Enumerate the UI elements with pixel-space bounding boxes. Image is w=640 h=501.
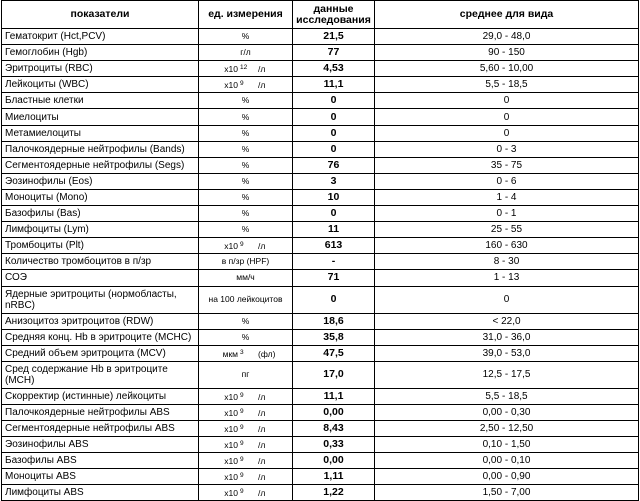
reference-range: 0 - 6: [375, 173, 639, 189]
reference-range: 0 - 3: [375, 141, 639, 157]
table-row: [2, 437, 639, 453]
reference-range: 0,00 - 0,10: [375, 453, 639, 469]
table-row: [2, 125, 639, 141]
unit-suffix: /л: [258, 488, 266, 499]
table-body: [2, 29, 639, 501]
indicator-name: Ядерные эритроциты (нормобласты, nRBC): [2, 286, 199, 313]
reference-range: 0,10 - 1,50: [375, 437, 639, 453]
unit-cell: %: [199, 93, 293, 109]
unit-cell: %: [199, 109, 293, 125]
result-value: 17,0: [293, 361, 375, 388]
table-row: [2, 313, 639, 329]
table-row: [2, 469, 639, 485]
reference-range: 25 - 55: [375, 222, 639, 238]
result-value: 0: [293, 93, 375, 109]
table-row: [2, 345, 639, 361]
result-value: -: [293, 254, 375, 270]
unit-cell: %: [199, 173, 293, 189]
unit-cell: [199, 388, 293, 404]
table-row: [2, 485, 639, 501]
table-row: [2, 453, 639, 469]
unit-suffix: /л: [258, 440, 266, 451]
unit-cell: %: [199, 125, 293, 141]
table-row: [2, 109, 639, 125]
indicator-name: СОЭ: [2, 270, 199, 286]
result-value: 0: [293, 286, 375, 313]
unit-cell: [199, 469, 293, 485]
unit-suffix: /л: [258, 407, 266, 418]
unit-cell: на 100 лейкоцитов: [199, 286, 293, 313]
table-row: [2, 222, 639, 238]
reference-range: 160 - 630: [375, 238, 639, 254]
reference-range: 1 - 13: [375, 270, 639, 286]
result-value: 11,1: [293, 77, 375, 93]
unit-base: x10: [224, 80, 238, 91]
reference-range: 0 - 1: [375, 206, 639, 222]
indicator-name: Скорректир (истинные) лейкоциты: [2, 388, 199, 404]
result-value: 11: [293, 222, 375, 238]
indicator-name: Сегментоядерные нейтрофилы ABS: [2, 420, 199, 436]
unit-cell: [199, 77, 293, 93]
unit-cell: [199, 437, 293, 453]
unit-cell: %: [199, 189, 293, 205]
unit-cell: [199, 453, 293, 469]
result-value: 11,1: [293, 388, 375, 404]
unit-suffix: /л: [258, 472, 266, 483]
reference-range: < 22,0: [375, 313, 639, 329]
reference-range: 90 - 150: [375, 45, 639, 61]
indicator-name: Метамиелоциты: [2, 125, 199, 141]
indicator-name: Гематокрит (Hct,PCV): [2, 29, 199, 45]
reference-range: 29,0 - 48,0: [375, 29, 639, 45]
indicator-name: Бластные клетки: [2, 93, 199, 109]
table-row: [2, 286, 639, 313]
unit-exponent: 9: [240, 424, 244, 432]
indicator-name: Средняя конц. Hb в эритроците (MCHC): [2, 329, 199, 345]
unit-cell: %: [199, 206, 293, 222]
unit-base: x10: [224, 440, 238, 451]
unit-cell: %: [199, 157, 293, 173]
header-reference: среднее для вида: [375, 1, 639, 29]
indicator-name: Сегментоядерные нейтрофилы (Segs): [2, 157, 199, 173]
header-row: [2, 1, 639, 29]
table-row: [2, 420, 639, 436]
unit-suffix: /л: [258, 456, 266, 467]
unit-base: x10: [224, 64, 238, 75]
unit-cell: [199, 404, 293, 420]
unit-cell: [199, 345, 293, 361]
unit-suffix: /л: [258, 391, 266, 402]
unit-cell: [199, 238, 293, 254]
unit-exponent: 9: [240, 440, 244, 448]
indicator-name: Лимфоциты (Lym): [2, 222, 199, 238]
result-value: 47,5: [293, 345, 375, 361]
unit-base: x10: [224, 407, 238, 418]
result-value: 3: [293, 173, 375, 189]
unit-cell: %: [199, 29, 293, 45]
table-row: [2, 29, 639, 45]
unit-base: x10: [224, 456, 238, 467]
reference-range: 1 - 4: [375, 189, 639, 205]
result-value: 18,6: [293, 313, 375, 329]
unit-cell: %: [199, 329, 293, 345]
unit-cell: мм/ч: [199, 270, 293, 286]
reference-range: 31,0 - 36,0: [375, 329, 639, 345]
unit-cell: в п/зр (HPF): [199, 254, 293, 270]
indicator-name: Тромбоциты (Plt): [2, 238, 199, 254]
result-value: 0: [293, 109, 375, 125]
table-row: [2, 93, 639, 109]
reference-range: 0: [375, 286, 639, 313]
reference-range: 2,50 - 12,50: [375, 420, 639, 436]
unit-exponent: 9: [240, 241, 244, 249]
result-value: 21,5: [293, 29, 375, 45]
indicator-name: Палочкоядерные нейтрофилы ABS: [2, 404, 199, 420]
header-indicator: показатели: [2, 1, 199, 29]
indicator-name: Лимфоциты ABS: [2, 485, 199, 501]
unit-exponent: 9: [240, 407, 244, 415]
result-value: 0: [293, 141, 375, 157]
result-value: 76: [293, 157, 375, 173]
reference-range: 12,5 - 17,5: [375, 361, 639, 388]
reference-range: 8 - 30: [375, 254, 639, 270]
table-row: [2, 254, 639, 270]
result-value: 0: [293, 206, 375, 222]
result-value: 8,43: [293, 420, 375, 436]
indicator-name: Эозинофилы ABS: [2, 437, 199, 453]
unit-exponent: 12: [240, 64, 248, 72]
reference-range: 0: [375, 109, 639, 125]
table-row: [2, 238, 639, 254]
indicator-name: Сред содержание Hb в эритроците (MCH): [2, 361, 199, 388]
indicator-name: Базофилы (Bas): [2, 206, 199, 222]
reference-range: 0: [375, 125, 639, 141]
unit-cell: %: [199, 141, 293, 157]
indicator-name: Эритроциты (RBC): [2, 61, 199, 77]
reference-range: 0: [375, 93, 639, 109]
table-row: [2, 141, 639, 157]
unit-base: мкм: [222, 348, 238, 359]
result-value: 0: [293, 125, 375, 141]
unit-base: x10: [224, 241, 238, 252]
result-value: 4,53: [293, 61, 375, 77]
unit-cell: [199, 485, 293, 501]
unit-exponent: 9: [240, 391, 244, 399]
unit-suffix: /л: [258, 80, 266, 91]
unit-cell: [199, 420, 293, 436]
result-value: 1,11: [293, 469, 375, 485]
unit-exponent: 9: [240, 488, 244, 496]
result-value: 10: [293, 189, 375, 205]
indicator-name: Моноциты (Mono): [2, 189, 199, 205]
result-value: 1,22: [293, 485, 375, 501]
indicator-name: Базофилы ABS: [2, 453, 199, 469]
table-row: [2, 404, 639, 420]
table-row: [2, 270, 639, 286]
table-row: [2, 77, 639, 93]
unit-base: x10: [224, 424, 238, 435]
table-row: [2, 189, 639, 205]
unit-exponent: 9: [240, 456, 244, 464]
reference-range: 35 - 75: [375, 157, 639, 173]
table-row: [2, 388, 639, 404]
unit-cell: пг: [199, 361, 293, 388]
reference-range: 0,00 - 0,30: [375, 404, 639, 420]
indicator-name: Анизоцитоз эритроцитов (RDW): [2, 313, 199, 329]
unit-suffix: (фл): [258, 348, 276, 359]
unit-cell: [199, 61, 293, 77]
reference-range: 39,0 - 53,0: [375, 345, 639, 361]
reference-range: 5,5 - 18,5: [375, 388, 639, 404]
unit-exponent: 9: [240, 472, 244, 480]
unit-suffix: /л: [258, 241, 266, 252]
result-value: 77: [293, 45, 375, 61]
table-row: [2, 157, 639, 173]
indicator-name: Гемоглобин (Hgb): [2, 45, 199, 61]
header-value: данные исследования: [293, 1, 375, 29]
table-row: [2, 329, 639, 345]
result-value: 35,8: [293, 329, 375, 345]
indicator-name: Количество тромбоцитов в п/зр: [2, 254, 199, 270]
indicator-name: Эозинофилы (Eos): [2, 173, 199, 189]
table-row: [2, 45, 639, 61]
table-row: [2, 61, 639, 77]
blood-test-table: [1, 0, 639, 501]
header-unit: ед. измерения: [199, 1, 293, 29]
reference-range: 5,5 - 18,5: [375, 77, 639, 93]
result-value: 0,33: [293, 437, 375, 453]
reference-range: 1,50 - 7,00: [375, 485, 639, 501]
unit-base: x10: [224, 472, 238, 483]
unit-base: x10: [224, 391, 238, 402]
unit-exponent: 9: [240, 80, 244, 88]
table-row: [2, 206, 639, 222]
indicator-name: Моноциты ABS: [2, 469, 199, 485]
indicator-name: Лейкоциты (WBC): [2, 77, 199, 93]
indicator-name: Средний объем эритроцита (MCV): [2, 345, 199, 361]
result-value: 71: [293, 270, 375, 286]
unit-exponent: 3: [240, 348, 244, 356]
result-value: 0,00: [293, 453, 375, 469]
unit-suffix: /л: [258, 64, 266, 75]
indicator-name: Палочкоядерные нейтрофилы (Bands): [2, 141, 199, 157]
indicator-name: Миелоциты: [2, 109, 199, 125]
reference-range: 0,00 - 0,90: [375, 469, 639, 485]
result-value: 613: [293, 238, 375, 254]
unit-suffix: /л: [258, 424, 266, 435]
unit-cell: %: [199, 313, 293, 329]
result-value: 0,00: [293, 404, 375, 420]
reference-range: 5,60 - 10,00: [375, 61, 639, 77]
table-row: [2, 173, 639, 189]
table-row: [2, 361, 639, 388]
unit-cell: %: [199, 222, 293, 238]
unit-cell: г/л: [199, 45, 293, 61]
unit-base: x10: [224, 488, 238, 499]
